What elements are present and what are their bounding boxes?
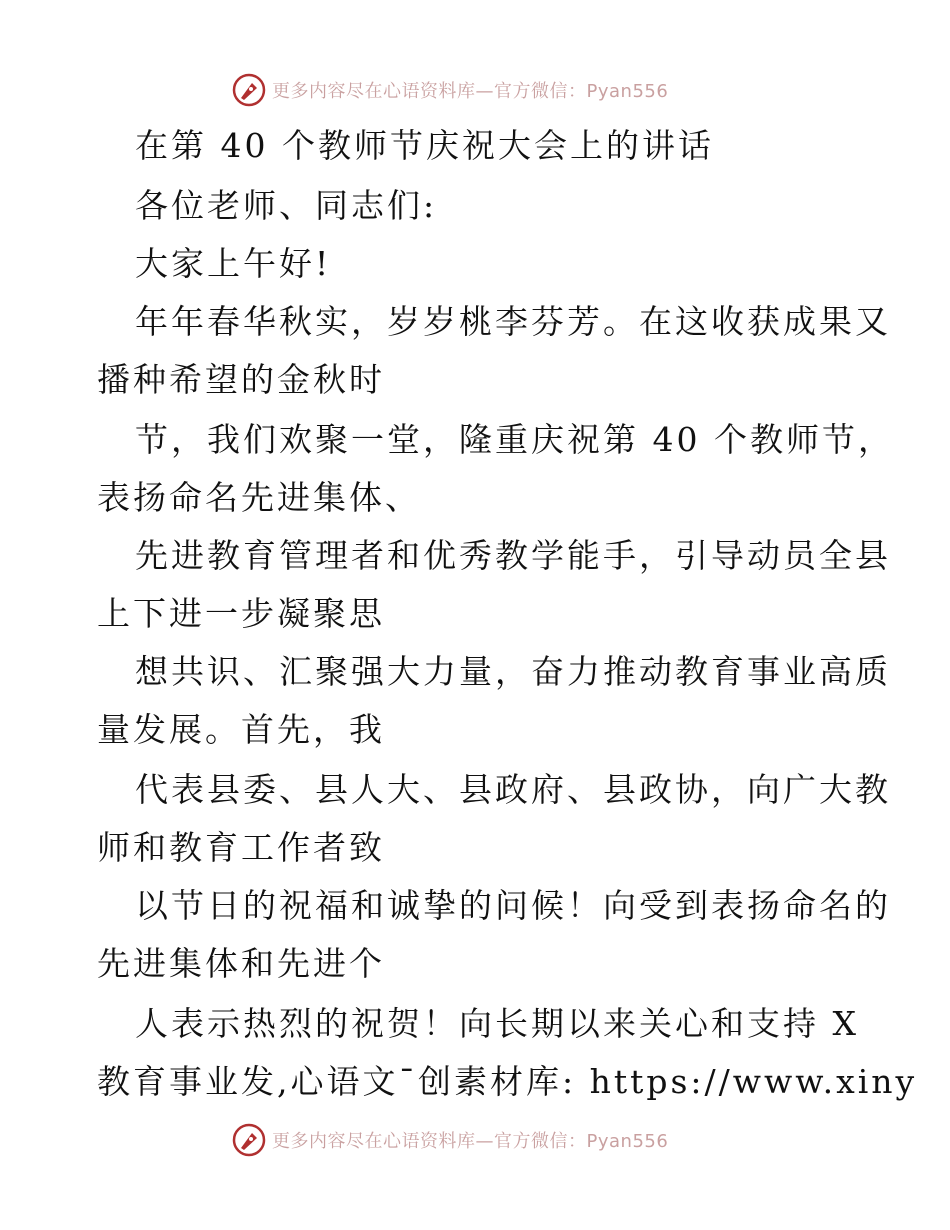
body-line: 先进集体和先进个 [97,944,385,983]
salutation-line: 各位老师、同志们: [135,186,438,225]
body-line: 先进教育管理者和优秀教学能手，引导动员全县 [135,536,891,575]
body-line: 想共识、汇聚强大力量，奋力推动教育事业高质 [135,652,891,691]
body-line: 人表示热烈的祝贺！向长期以来关心和支持 X [135,1004,859,1043]
body-line: 教育事业发,心语文¯创素材库: https://www.xiny [97,1062,918,1101]
body-line: 上下进一步凝聚思 [97,594,385,633]
footer-watermark [232,1122,668,1158]
document-title: 在第 40 个教师节庆祝大会上的讲话 [135,126,714,165]
body-line: 以节日的祝福和诚挚的问候！向受到表扬命名的 [135,886,891,925]
body-line: 节，我们欢聚一堂，隆重庆祝第 40 个教师节， [135,420,894,459]
body-line: 师和教育工作者致 [97,828,385,867]
watermark-text: 更多内容尽在心语资料库—官方微信：Pyan556 [272,81,669,102]
pen-nib-logo-icon [232,1123,266,1157]
header-watermark [232,72,668,108]
body-line: 代表县委、县人大、县政府、县政协，向广大教 [135,770,891,809]
pen-nib-logo-icon [232,73,266,107]
body-line: 年年春华秋实，岁岁桃李芬芳。在这收获成果又 [135,302,891,341]
body-line: 表扬命名先进集体、 [97,478,421,517]
body-line: 播种希望的金秋时 [97,360,385,399]
body-line: 量发展。首先，我 [97,710,385,749]
watermark-text: 更多内容尽在心语资料库—官方微信：Pyan556 [272,1131,669,1152]
greeting-line: 大家上午好! [135,244,332,283]
